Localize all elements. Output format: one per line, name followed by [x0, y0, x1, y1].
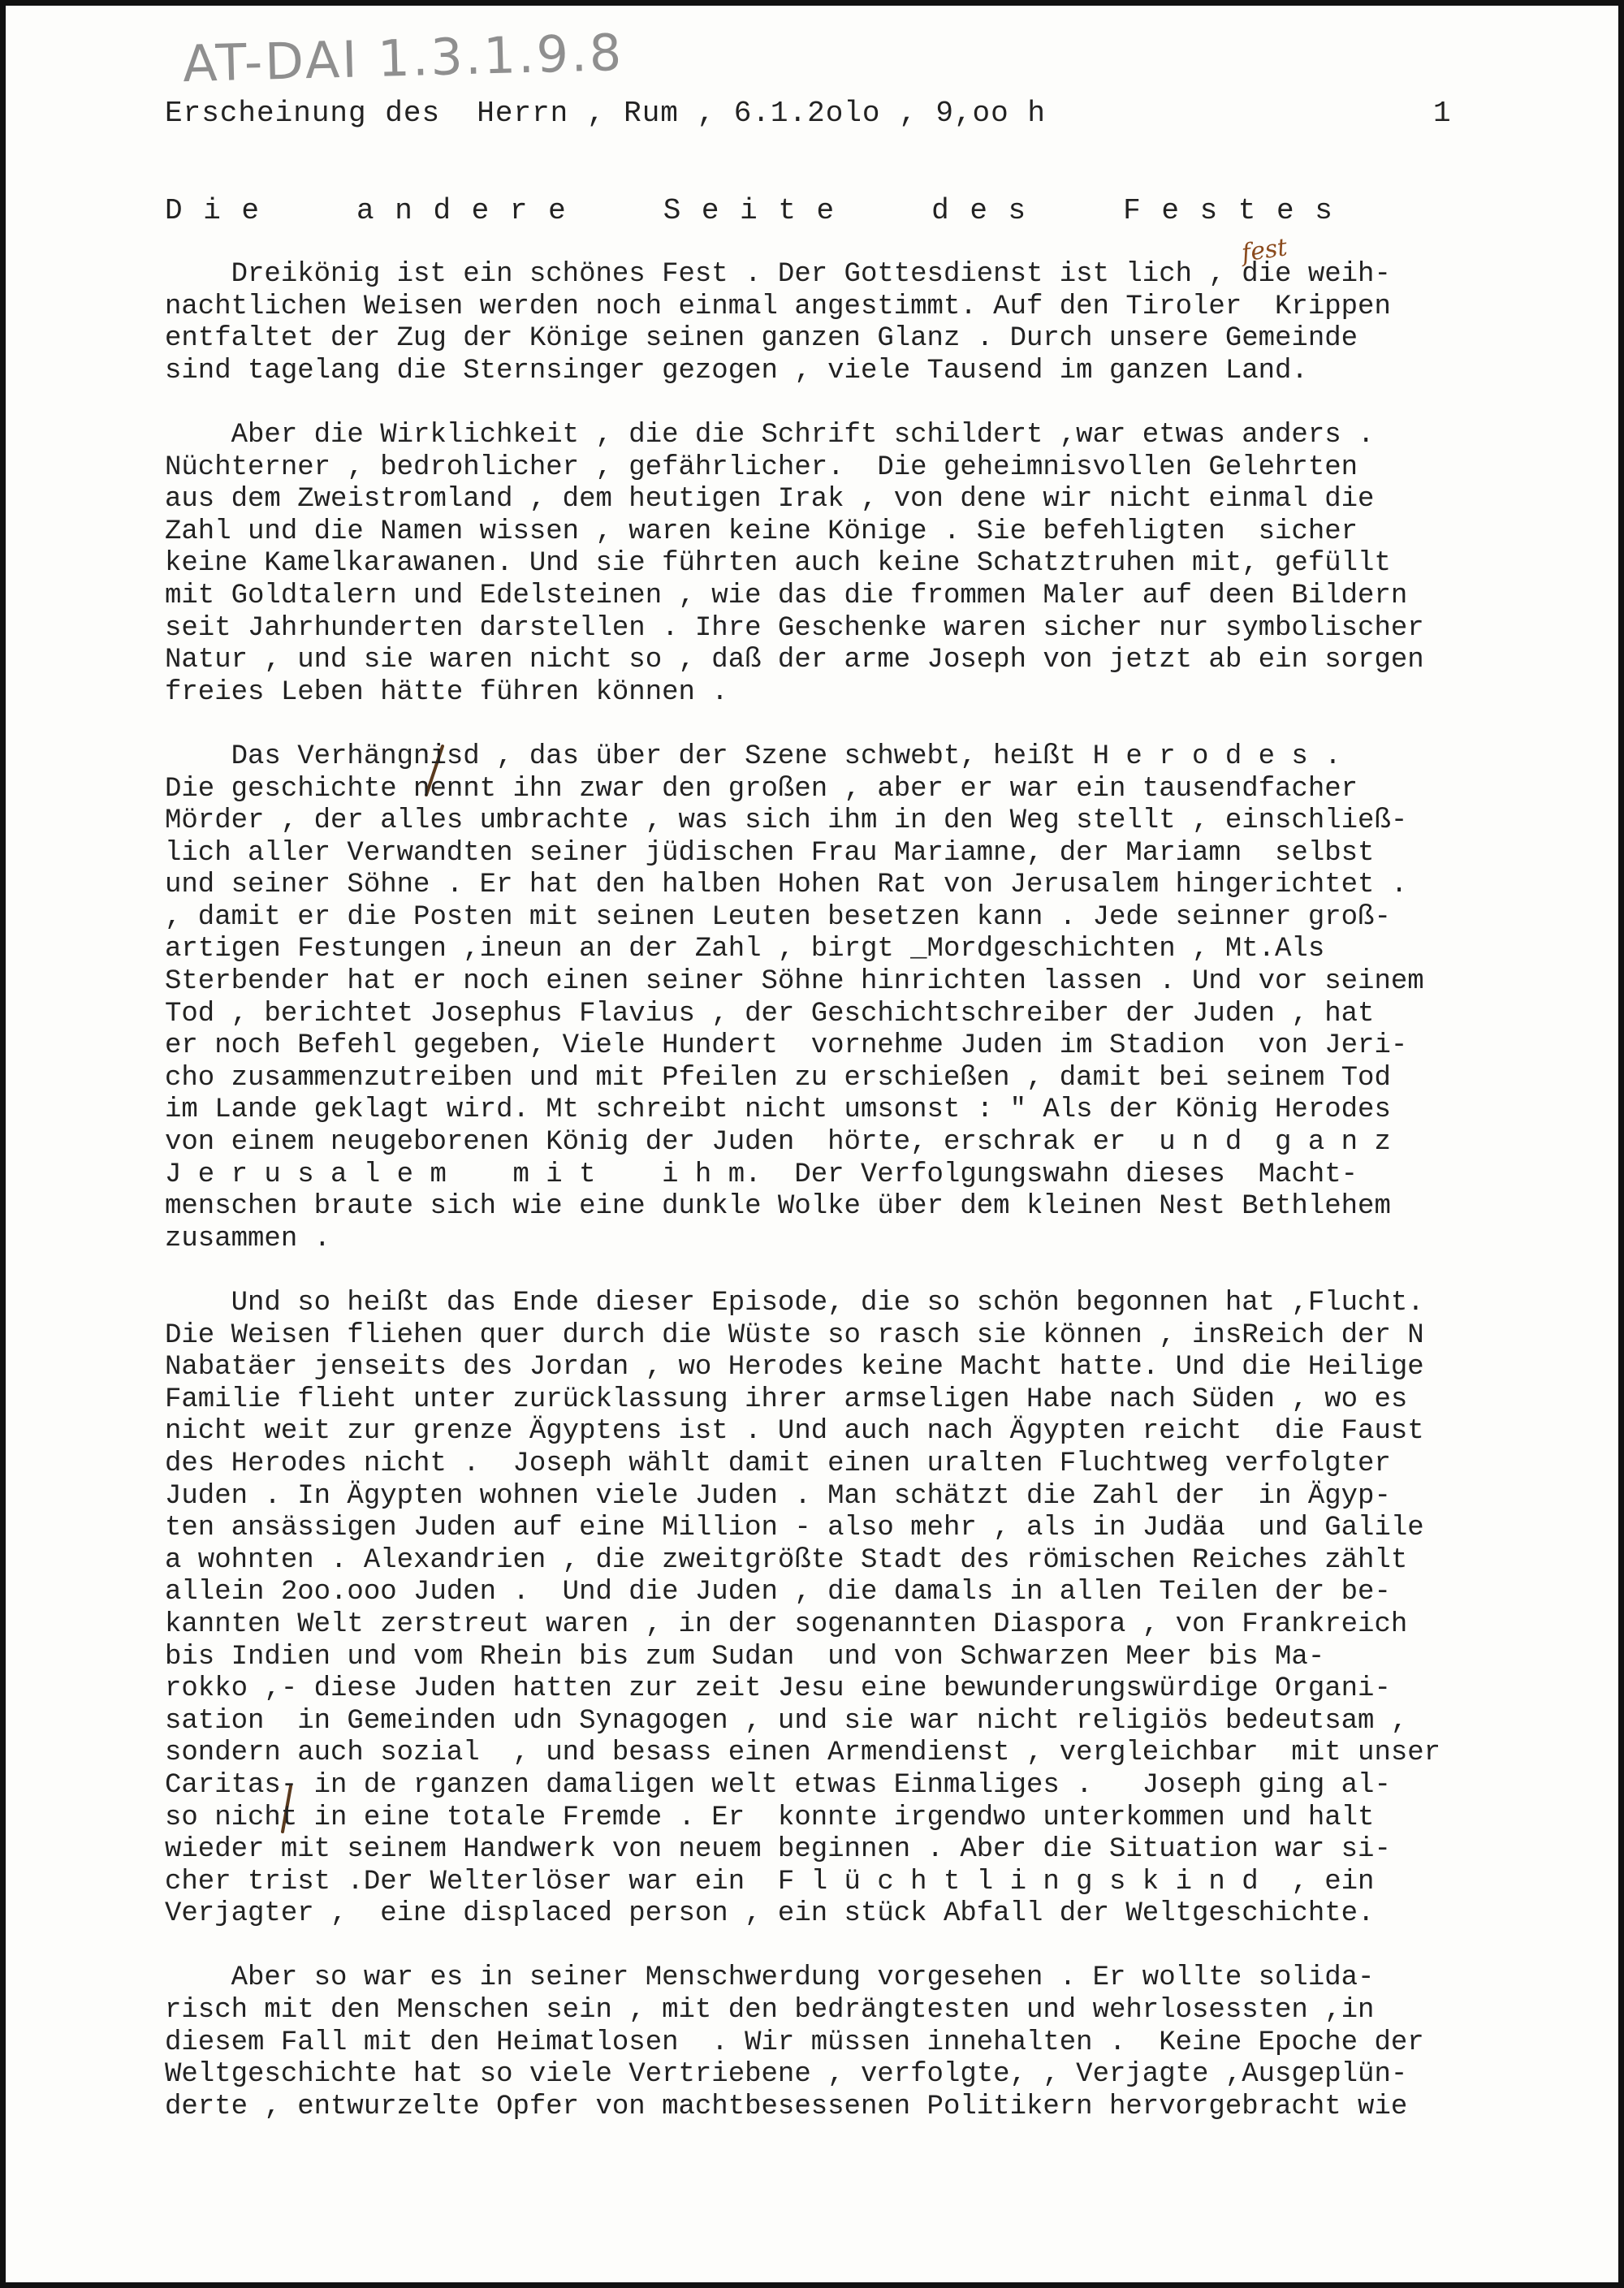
paragraph — [165, 1962, 1624, 2123]
text-line: Nüchterner , bedrohlicher , gefährlicher. Die geheimnisvollen Gelehrten — [165, 451, 1358, 483]
text-line: entfaltet der Zug der Könige seinen ganzen Glanz . Durch unsere Gemeinde — [165, 323, 1358, 355]
text-line: Aber die Wirklichkeit , die die Schrift schildert ,war etwas anders . — [165, 419, 1375, 451]
text-line: Und so heißt das Ende dieser Episode, die so schön begonnen hat ,Flucht. — [165, 1288, 1424, 1319]
text-line: ten ansässigen Juden auf eine Million - also mehr , als in Judäa und Galile — [165, 1513, 1424, 1544]
text-line: freies Leben hätte führen können . — [165, 676, 728, 708]
paragraph — [165, 741, 1624, 1256]
text-line: im Lande geklagt wird. Mt schreibt nicht umsonst : " Als der König Herodes — [165, 1094, 1391, 1126]
text-line: Mörder , der alles umbrachte , was sich ihm in den Weg stellt , einschließ- — [165, 805, 1408, 837]
text-line: er noch Befehl gegeben, Viele Hundert vornehme Juden im Stadion von Jeri- — [165, 1030, 1408, 1062]
text-line: Die geschichte nennt ihn zwar den großen , aber er war ein tausendfacher — [165, 773, 1358, 805]
handwritten-correction: fest — [1239, 233, 1289, 268]
archive-number-stamp: AT-DAI 1.3.1.9.8 — [182, 22, 625, 94]
text-line: J e r u s a l e m m i t i h m. Der Verfolgungswahn dieses Macht- — [165, 1159, 1358, 1190]
text-line: derte , entwurzelte Opfer von machtbesessenen Politikern hervorgebracht wie — [165, 2091, 1408, 2122]
text-line: Zahl und die Namen wissen , waren keine Könige . Sie befehligten sicher — [165, 516, 1358, 547]
text-line: seit Jahrhunderten darstellen . Ihre Geschenke waren sicher nur symbolischer — [165, 612, 1424, 644]
text-line: cher trist .Der Welterlöser war ein F l ü c h t l i n g s k i n d , ein — [165, 1866, 1375, 1897]
text-line: lich aller Verwandten seiner jüdischen Frau Mariamne, der Mariamn selbst — [165, 837, 1375, 869]
text-line: sind tagelang die Sternsinger gezogen , viele Tausend im ganzen Land. — [165, 355, 1308, 386]
text-line: bis Indien und vom Rhein bis zum Sudan und von Schwarzen Meer bis Ma- — [165, 1641, 1325, 1673]
text-line: diesem Fall mit den Heimatlosen . Wir müssen innehalten . Keine Epoche der — [165, 2027, 1424, 2058]
text-line: allein 2oo.ooo Juden . Und die Juden , die damals in allen Teilen der be- — [165, 1577, 1391, 1608]
text-line: Natur , und sie waren nicht so , daß der arme Joseph von jetzt ab ein sorgen — [165, 645, 1424, 676]
text-line: cho zusammenzutreiben und mit Pfeilen zu erschießen , damit bei seinem Tod — [165, 1062, 1391, 1094]
text-line: Weltgeschichte hat so viele Vertriebene , verfolgte, , Verjagte ,Ausgeplün- — [165, 2059, 1408, 2091]
text-line: artigen Festungen ,ineun an der Zahl , birgt _Mordgeschichten , Mt.Als — [165, 934, 1325, 965]
text-line: keine Kamelkarawanen. Und sie führten auch keine Schatztruhen mit, gefüllt — [165, 548, 1391, 580]
text-line: Tod , berichtet Josephus Flavius , der Geschichtschreiber der Juden , hat — [165, 998, 1375, 1030]
text-line: rokko ,- diese Juden hatten zur zeit Jesu eine bewunderungswürdige Organi- — [165, 1673, 1391, 1705]
page-number: 1 — [1433, 97, 1451, 130]
text-line: und seiner Söhne . Er hat den halben Hohen Rat von Jerusalem hingerichtet . — [165, 870, 1408, 901]
text-line: Aber so war es in seiner Menschwerdung vorgesehen . Er wollte solida- — [165, 1962, 1375, 1994]
text-line: Dreikönig ist ein schönes Fest . Der Gottesdienst ist lich , die weih- — [165, 259, 1391, 290]
text-line: , damit er die Posten mit seinen Leuten besetzen kann . Jede seinner groß- — [165, 901, 1391, 933]
sermon-header: Erscheinung des Herrn , Rum , 6.1.2olo , 9,oo h — [165, 97, 1046, 130]
text-line: nicht weit zur grenze Ägyptens ist . Und auch nach Ägypten reicht die Faust — [165, 1416, 1424, 1448]
text-line: Juden . In Ägypten wohnen viele Juden . Man schätzt die Zahl der in Ägyp- — [165, 1480, 1391, 1512]
text-line: mit Goldtalern und Edelsteinen , wie das die frommen Maler auf deen Bildern — [165, 580, 1408, 611]
text-line: Nabatäer jenseits des Jordan , wo Herodes keine Macht hatte. Und die Heilige — [165, 1352, 1424, 1384]
text-line: aus dem Zweistromland , dem heutigen Irak , von dene wir nicht einmal die — [165, 484, 1375, 516]
text-line: risch mit den Menschen sein , mit den bedrängtesten und wehrlosessten ,in — [165, 1995, 1375, 2027]
sermon-body — [165, 259, 1624, 2156]
text-line: von einem neugeborenen König der Juden hörte, erschrak er u n d g a n z — [165, 1127, 1391, 1159]
text-line: Das Verhängnisd , das über der Szene schwebt, heißt H e r o d e s . — [165, 740, 1341, 772]
document-title: D i e a n d e r e S e i t e d e s F e s t e s — [165, 194, 1334, 227]
text-line: kannten Welt zerstreut waren , in der sogenannten Diaspora , von Frankreich — [165, 1608, 1408, 1640]
text-line: Caritas- in de rganzen damaligen welt etwas Einmaliges . Joseph ging al- — [165, 1769, 1391, 1801]
text-line: sondern auch sozial , und besass einen Armendienst , vergleichbar mit unser — [165, 1738, 1441, 1769]
text-line: Sterbender hat er noch einen seiner Söhne hinrichten lassen . Und vor seinem — [165, 966, 1424, 998]
text-line: a wohnten . Alexandrien , die zweitgrößte Stadt des römischen Reiches zählt — [165, 1544, 1408, 1576]
text-line: Die Weisen fliehen quer durch die Wüste so rasch sie können , insReich der N — [165, 1319, 1424, 1351]
paragraph — [165, 1288, 1624, 1931]
paragraph — [165, 259, 1624, 387]
text-line: menschen braute sich wie eine dunkle Wolke über dem kleinen Nest Bethlehem — [165, 1191, 1391, 1223]
paragraph — [165, 420, 1624, 709]
text-line: nachtlichen Weisen werden noch einmal angestimmt. Auf den Tiroler Krippen — [165, 291, 1391, 322]
text-line: des Herodes nicht . Joseph wählt damit einen uralten Fluchtweg verfolgter — [165, 1448, 1391, 1479]
text-line: sation in Gemeinden udn Synagogen , und sie war nicht religiös bedeutsam , — [165, 1705, 1408, 1737]
text-line: wieder mit seinem Handwerk von neuem beginnen . Aber die Situation war si- — [165, 1834, 1391, 1866]
text-line: so nicht in eine totale Fremde . Er konnte irgendwo unterkommen und halt — [165, 1802, 1375, 1833]
text-line: Verjagter , eine displaced person , ein stück Abfall der Weltgeschichte. — [165, 1898, 1375, 1930]
text-line: Familie flieht unter zurücklassung ihrer armseligen Habe nach Süden , wo es — [165, 1384, 1408, 1415]
text-line: zusammen . — [165, 1223, 331, 1254]
